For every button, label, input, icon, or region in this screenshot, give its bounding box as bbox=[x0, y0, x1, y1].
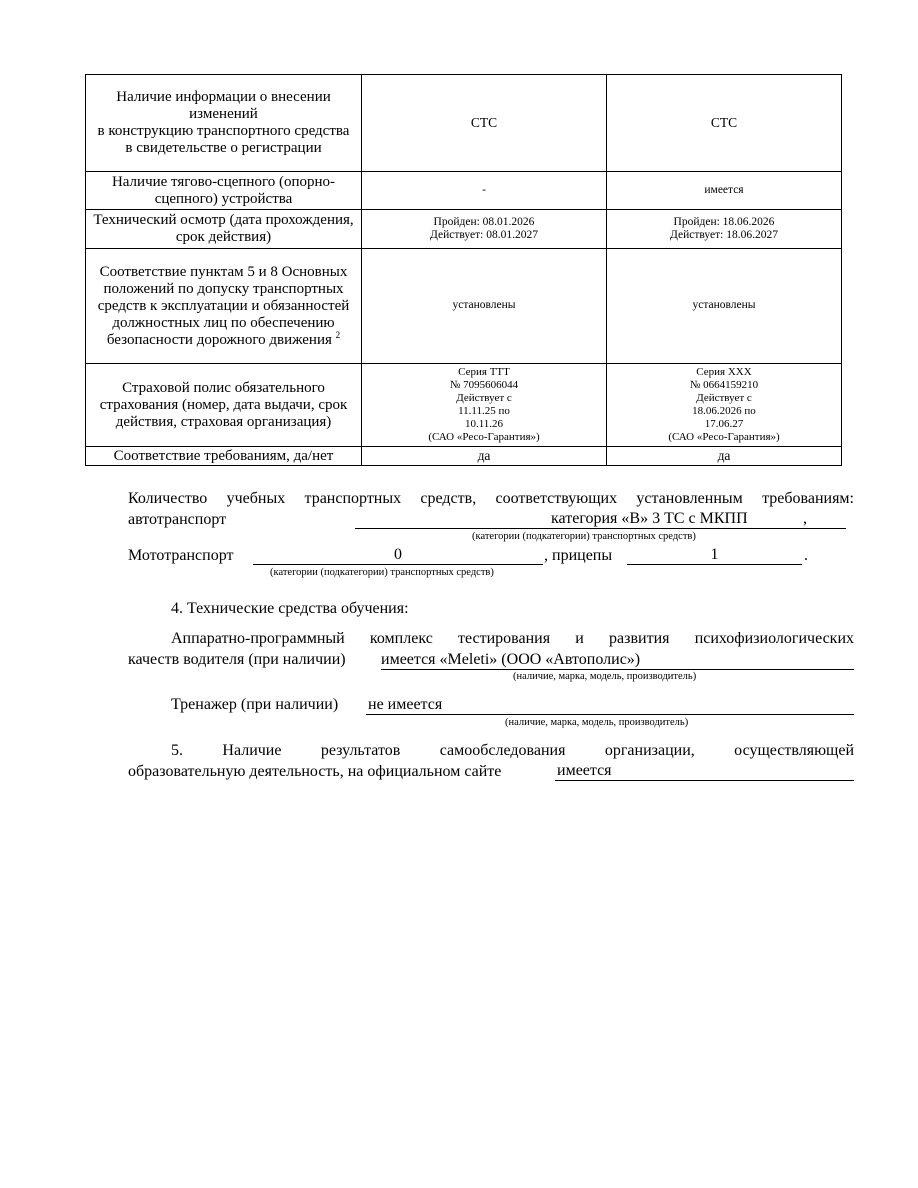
table-row bbox=[86, 75, 842, 172]
row-label-requirements: Соответствие требованиям, да/нет bbox=[86, 447, 362, 466]
table-row bbox=[86, 249, 842, 364]
vehicles-intro: Количество учебных транспортных средств, соответствующих установленным требованиям: bbox=[128, 490, 854, 507]
caption-categories-1: (категории (подкатегории) транспортных средств) bbox=[472, 531, 696, 542]
cell-vehicle2-requirements: да bbox=[607, 447, 842, 466]
period: . bbox=[804, 547, 808, 564]
table-row bbox=[86, 364, 842, 447]
section5-line1: 5. Наличие результатов самообследования организации, осуществляющей bbox=[171, 742, 854, 759]
vehicle-table bbox=[85, 74, 842, 466]
moto-value: 0 bbox=[394, 546, 402, 563]
cell-vehicle1-insurance: Серия ТТТ № 7095606044 Действует с 11.11.25 по 10.11.26 (САО «Ресо-Гарантия») bbox=[362, 364, 607, 447]
footnote-marker: 2 bbox=[335, 329, 341, 340]
table-row bbox=[86, 172, 842, 210]
section4-heading: 4. Технические средства обучения: bbox=[171, 600, 409, 617]
caption-trainer: (наличие, марка, модель, производитель) bbox=[505, 717, 689, 728]
cell-vehicle1-requirements: да bbox=[362, 447, 607, 466]
auto-comma: , bbox=[803, 510, 807, 527]
row-label-insurance: Страховой полис обязательного страхования (номер, дата выдачи, срок действия, страховая организация) bbox=[86, 364, 362, 447]
trainer-value: не имеется bbox=[368, 696, 443, 713]
row-label-modifications: Наличие информации о внесении изменений в конструкцию транспортного средства в свидетельстве о регистрации bbox=[86, 75, 362, 172]
cell-vehicle1-inspection: Пройден: 08.01.2026 Действует: 08.01.2027 bbox=[362, 210, 607, 249]
cell-vehicle1-towbar: - bbox=[362, 172, 607, 210]
moto-label: Мототранспорт bbox=[128, 547, 234, 564]
compliance-label-text: Соответствие пунктам 5 и 8 Основных положений по допуску транспортных средств к эксплуатации и обязанностей должностных лиц по обеспечению безопасности дорожного движения bbox=[97, 263, 350, 348]
cell-vehicle1-modifications: СТС bbox=[362, 75, 607, 172]
section5-value: имеется bbox=[557, 762, 612, 779]
table-row bbox=[86, 210, 842, 249]
caption-categories-2: (категории (подкатегории) транспортных средств) bbox=[270, 567, 494, 578]
row-label-compliance bbox=[86, 249, 362, 364]
cell-vehicle2-modifications: СТС bbox=[607, 75, 842, 172]
apk-value: имеется «Meleti» (ООО «Автополис») bbox=[381, 651, 641, 668]
row-label-towbar: Наличие тягово-сцепного (опорно-сцепного) устройства bbox=[86, 172, 362, 210]
apk-line1: Аппаратно-программный комплекс тестирования и развития психофизиологических bbox=[171, 630, 854, 647]
row-label-inspection: Технический осмотр (дата прохождения, срок действия) bbox=[86, 210, 362, 249]
cell-vehicle2-compliance: установлены bbox=[607, 249, 842, 364]
section5-value-field bbox=[555, 762, 854, 781]
trainer-label: Тренажер (при наличии) bbox=[171, 696, 339, 713]
cell-vehicle1-compliance: установлены bbox=[362, 249, 607, 364]
auto-value-field bbox=[355, 510, 846, 529]
section5-line2: образовательную деятельность, на официальном сайте bbox=[128, 763, 502, 780]
cell-vehicle2-inspection: Пройден: 18.06.2026 Действует: 18.06.2027 bbox=[607, 210, 842, 249]
auto-value: категория «В» 3 ТС с МКПП bbox=[551, 510, 748, 527]
cell-vehicle2-towbar: имеется bbox=[607, 172, 842, 210]
cell-vehicle2-insurance: Серия ХХХ № 0664159210 Действует с 18.06.2026 по 17.06.27 (САО «Ресо-Гарантия») bbox=[607, 364, 842, 447]
apk-line2: качеств водителя (при наличии) bbox=[128, 651, 346, 668]
trailers-value-field bbox=[627, 546, 802, 565]
caption-apk: (наличие, марка, модель, производитель) bbox=[513, 671, 697, 682]
trailers-label: , прицепы bbox=[544, 547, 613, 564]
auto-label: автотранспорт bbox=[128, 511, 227, 528]
moto-value-field bbox=[253, 546, 543, 565]
trailers-value: 1 bbox=[710, 546, 719, 563]
table-row bbox=[86, 447, 842, 466]
apk-value-field bbox=[381, 651, 854, 670]
trainer-value-field bbox=[366, 696, 854, 715]
